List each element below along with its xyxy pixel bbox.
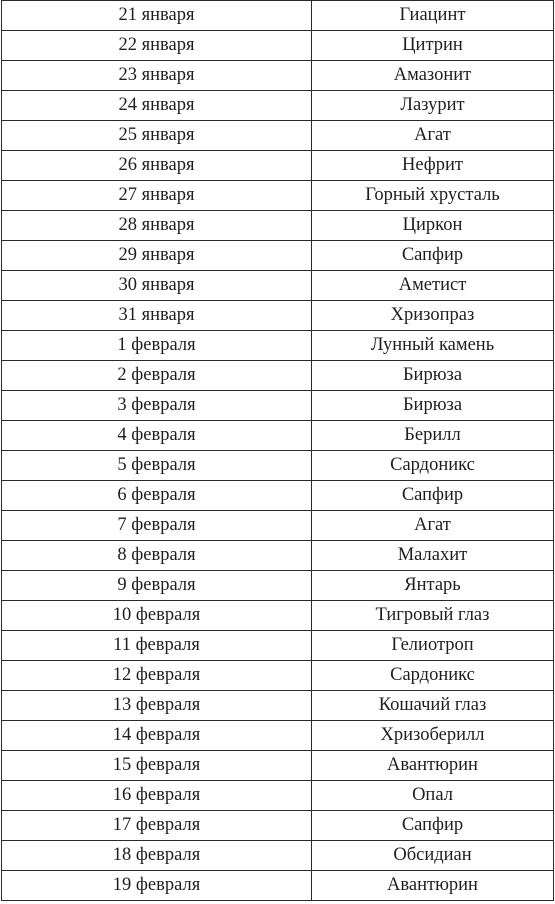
table-row — [2, 301, 554, 331]
stone-cell: Лунный камень — [312, 331, 554, 361]
table-row — [2, 1, 554, 31]
table-row — [2, 781, 554, 811]
stone-cell: Бирюза — [312, 391, 554, 421]
date-cell: 4 февраля — [2, 421, 312, 451]
date-cell: 6 февраля — [2, 481, 312, 511]
date-cell: 27 января — [2, 181, 312, 211]
table-row — [2, 91, 554, 121]
date-cell: 1 февраля — [2, 331, 312, 361]
table-row — [2, 481, 554, 511]
stone-cell: Авантюрин — [312, 871, 554, 901]
table-row — [2, 841, 554, 871]
table-row — [2, 31, 554, 61]
stone-cell: Тигровый глаз — [312, 601, 554, 631]
date-cell: 19 февраля — [2, 871, 312, 901]
date-cell: 28 января — [2, 211, 312, 241]
date-cell: 26 января — [2, 151, 312, 181]
table-row — [2, 541, 554, 571]
table-row — [2, 61, 554, 91]
table-row — [2, 241, 554, 271]
table-row — [2, 811, 554, 841]
stone-cell: Хризоберилл — [312, 721, 554, 751]
stones-table-container — [1, 0, 553, 901]
table-row — [2, 391, 554, 421]
date-cell: 17 февраля — [2, 811, 312, 841]
date-cell: 21 января — [2, 1, 312, 31]
birthstones-table — [1, 0, 554, 901]
table-row — [2, 331, 554, 361]
table-row — [2, 211, 554, 241]
stone-cell: Сапфир — [312, 811, 554, 841]
stone-cell: Берилл — [312, 421, 554, 451]
date-cell: 2 февраля — [2, 361, 312, 391]
stone-cell: Циркон — [312, 211, 554, 241]
date-cell: 7 февраля — [2, 511, 312, 541]
date-cell: 9 февраля — [2, 571, 312, 601]
date-cell: 12 февраля — [2, 661, 312, 691]
stone-cell: Сапфир — [312, 241, 554, 271]
table-row — [2, 271, 554, 301]
stone-cell: Аметист — [312, 271, 554, 301]
stone-cell: Авантюрин — [312, 751, 554, 781]
stone-cell: Цитрин — [312, 31, 554, 61]
table-row — [2, 151, 554, 181]
table-row — [2, 871, 554, 901]
date-cell: 23 января — [2, 61, 312, 91]
stone-cell: Янтарь — [312, 571, 554, 601]
stone-cell: Кошачий глаз — [312, 691, 554, 721]
date-cell: 24 января — [2, 91, 312, 121]
table-row — [2, 571, 554, 601]
date-cell: 16 февраля — [2, 781, 312, 811]
stone-cell: Гиацинт — [312, 1, 554, 31]
date-cell: 18 февраля — [2, 841, 312, 871]
date-cell: 30 января — [2, 271, 312, 301]
stone-cell: Лазурит — [312, 91, 554, 121]
stone-cell: Горный хрусталь — [312, 181, 554, 211]
table-row — [2, 361, 554, 391]
table-row — [2, 121, 554, 151]
table-row — [2, 751, 554, 781]
date-cell: 11 февраля — [2, 631, 312, 661]
date-cell: 29 января — [2, 241, 312, 271]
stone-cell: Обсидиан — [312, 841, 554, 871]
stone-cell: Сапфир — [312, 481, 554, 511]
table-row — [2, 661, 554, 691]
table-row — [2, 451, 554, 481]
stone-cell: Бирюза — [312, 361, 554, 391]
table-row — [2, 421, 554, 451]
stone-cell: Нефрит — [312, 151, 554, 181]
stone-cell: Опал — [312, 781, 554, 811]
stone-cell: Агат — [312, 511, 554, 541]
date-cell: 8 февраля — [2, 541, 312, 571]
table-body — [2, 1, 554, 901]
date-cell: 22 января — [2, 31, 312, 61]
stone-cell: Малахит — [312, 541, 554, 571]
date-cell: 25 января — [2, 121, 312, 151]
date-cell: 14 февраля — [2, 721, 312, 751]
stone-cell: Сардоникс — [312, 451, 554, 481]
table-row — [2, 601, 554, 631]
table-row — [2, 181, 554, 211]
date-cell: 5 февраля — [2, 451, 312, 481]
stone-cell: Гелиотроп — [312, 631, 554, 661]
stone-cell: Хризопраз — [312, 301, 554, 331]
date-cell: 10 февраля — [2, 601, 312, 631]
date-cell: 15 февраля — [2, 751, 312, 781]
date-cell: 3 февраля — [2, 391, 312, 421]
table-row — [2, 631, 554, 661]
stone-cell: Амазонит — [312, 61, 554, 91]
stone-cell: Агат — [312, 121, 554, 151]
stone-cell: Сардоникс — [312, 661, 554, 691]
date-cell: 31 января — [2, 301, 312, 331]
table-row — [2, 691, 554, 721]
table-row — [2, 511, 554, 541]
date-cell: 13 февраля — [2, 691, 312, 721]
table-row — [2, 721, 554, 751]
